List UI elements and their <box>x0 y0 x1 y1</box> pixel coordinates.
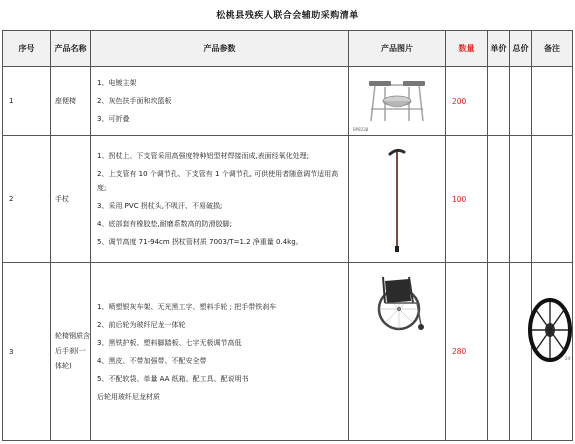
row-unit-price <box>488 263 510 441</box>
param-line: 1、喷塑银灰车架、无光黑工字、塑料手轮 ; 把手带铁刹车 <box>97 302 277 311</box>
header-total-price: 总价 <box>510 31 532 67</box>
header-qty: 数量 <box>446 31 488 67</box>
header-row <box>3 31 573 67</box>
row-qty: 100 <box>446 136 488 263</box>
row-qty: 200 <box>446 67 488 136</box>
row-params <box>91 136 349 263</box>
param-line: 3、可折叠 <box>97 115 130 123</box>
wheelchair-image <box>369 273 429 333</box>
param-line: 1、拐杖上、下支管采用高强度特种铝型材焊接而成,表面经氧化处理; <box>97 152 310 160</box>
param-line: 5、调节高度 71-94cm 拐杖管材质 7003/T=1.2 净重量 0.4kg。 <box>97 238 303 246</box>
row-unit-price <box>488 136 510 263</box>
commode-chair-image <box>361 73 433 129</box>
row-params <box>91 67 349 136</box>
image-caption: BP8238 <box>353 127 369 132</box>
table-row <box>3 136 573 263</box>
document-title: 松桃县残疾人联合会辅助采购清单 <box>216 11 359 21</box>
row-no: 1 <box>3 67 51 136</box>
image-caption: 24' <box>565 356 572 361</box>
row-name: 座便椅 <box>51 67 91 136</box>
row-unit-price <box>488 67 510 136</box>
row-name: 轮椅钢质含后手刹(一体轮) <box>51 263 91 441</box>
walking-stick-image <box>387 148 407 254</box>
row-total-price <box>510 136 532 263</box>
param-line: 2、前后轮为玻纤尼龙一体轮 <box>97 320 186 329</box>
param-line: 5、不配软袋、单量 AA 纸箱、配工具、配说明书 <box>97 374 249 383</box>
header-no: 序号 <box>3 31 51 67</box>
param-line: 2、上支管有 10 个调节孔、下支管有 1 个调节孔, 可供使用者随意调节适用高度; <box>97 170 339 192</box>
row-image-cell <box>349 263 446 441</box>
param-line: 3、黑铁护板、塑料脚踏板、七字无极调节高低 <box>97 338 242 347</box>
row-no: 3 <box>3 263 51 441</box>
row-image-cell <box>349 136 446 263</box>
header-remark: 备注 <box>532 31 573 67</box>
row-no: 2 <box>3 136 51 263</box>
row-qty: 280 <box>446 263 488 441</box>
table-row <box>3 263 573 441</box>
row-remark <box>532 136 573 263</box>
param-line: 1、电镀主架 <box>97 79 137 87</box>
row-image-cell <box>349 67 446 136</box>
param-line: 2、灰色扶手面和坎篮板 <box>97 97 172 105</box>
param-line: 4、黑皮、不带加强带、不配安全带 <box>97 356 207 365</box>
header-name: 产品名称 <box>51 31 91 67</box>
purchase-table <box>2 30 573 441</box>
param-line: 3、采用 PVC 拐杖头,不吸汗、不易破损; <box>97 202 223 210</box>
wheel-image <box>524 296 572 364</box>
row-params <box>91 263 349 441</box>
row-total-price <box>510 67 532 136</box>
header-params: 产品参数 <box>91 31 349 67</box>
param-line: 4、底部套有橡胶垫,耐磨系数高的防滑胶脚; <box>97 220 233 228</box>
header-image: 产品图片 <box>349 31 446 67</box>
header-unit-price: 单价 <box>488 31 510 67</box>
row-name: 手杖 <box>51 136 91 263</box>
table-row <box>3 67 573 136</box>
param-line: 后轮用玻纤尼龙材质 <box>97 392 160 401</box>
row-remark <box>532 67 573 136</box>
